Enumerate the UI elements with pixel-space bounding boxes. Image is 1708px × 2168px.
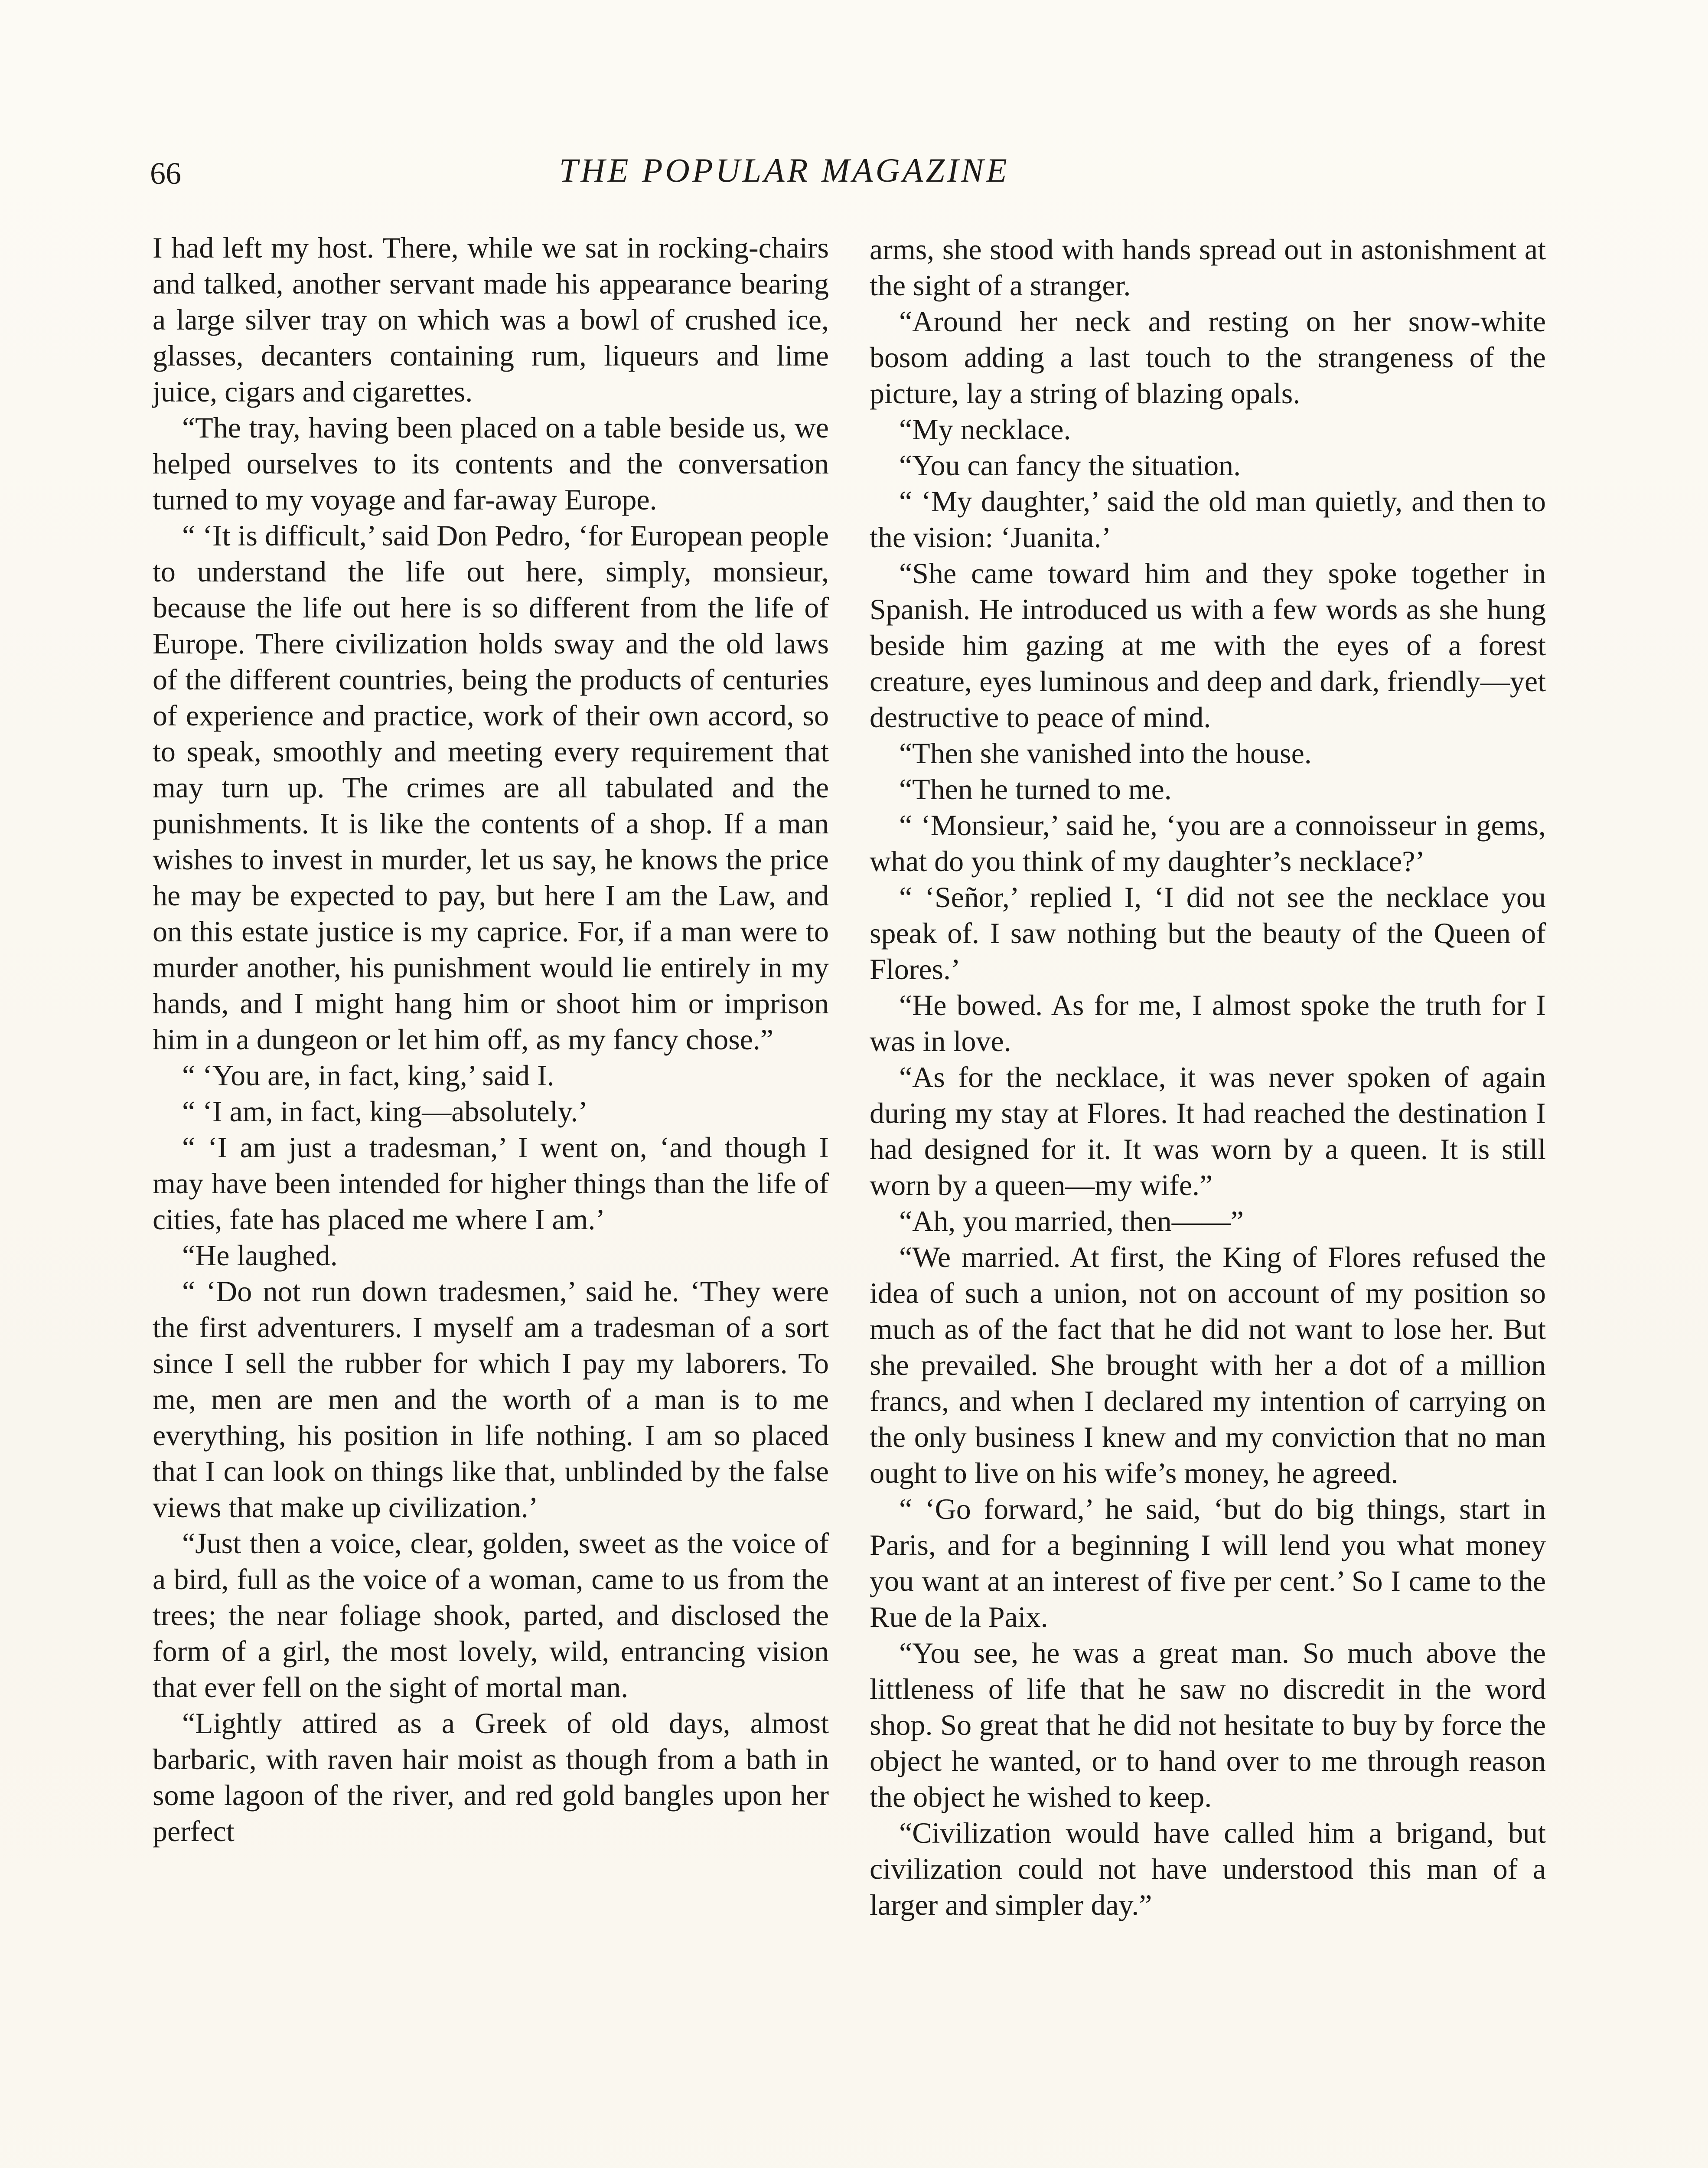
paragraph: “ ‘Do not run down tradesmen,’ said he. ‘They were the first adventurers. I myself am a tradesman of a sort since I sell the rubber for which I pay my laborers. To me, men are men and the worth of a man is to me everything, his position in life nothing. I am so placed that I can look on things like that, unblinded by the false views that make up civilization.’ [153,1275,829,1524]
running-title: THE POPULAR MAGAZINE [559,151,1010,189]
paragraph: “He laughed. [182,1239,338,1272]
paragraph: “We married. At first, the King of Flores refused the idea of such a union, not on account of my position so much as of the fact that he did not want to lose her. But she prevailed. She brought with her a dot of a million francs, and when I declared my intention of carrying on the only business I knew and my conviction that no man ought to live on his wife’s money, he agreed. [870,1241,1546,1489]
paragraph: “ ‘Monsieur,’ said he, ‘you are a connoisseur in gems, what do you think of my daughter’s necklace?’ [870,809,1546,878]
paragraph: “As for the necklace, it was never spoken of again during my stay at Flores. It had reached the destination I had designed for it. It was worn by a queen. It is still worn by a queen—my wife.” [870,1061,1546,1202]
paragraph: “ ‘My daughter,’ said the old man quietly, and then to the vision: ‘Juanita.’ [870,485,1546,554]
paragraph: “Civilization would have called him a brigand, but civilization could not have understood this man of a larger and simpler day.” [870,1816,1546,1921]
paragraph: “You see, he was a great man. So much above the littleness of life that he saw no discredit in the word shop. So great that he did not hesitate to buy by force the object he wanted, or to hand over to me through reason the object he wished to keep. [870,1636,1546,1813]
paragraph: “ ‘I am, in fact, king—absolutely.’ [182,1095,588,1128]
paragraph: “You can fancy the situation. [899,449,1241,482]
text-column-right [870,232,1546,2168]
paragraph: “ ‘Go forward,’ he said, ‘but do big things, start in Paris, and for a beginning I will lend you what money you want at an interest of five per cent.’ So I came to the Rue de la Paix. [870,1492,1546,1633]
paragraph: “Lightly attired as a Greek of old days, almost barbaric, with raven hair moist as though from a bath in some lagoon of the river, and red gold bangles upon her perfect [153,1707,829,1848]
paragraph: “ ‘You are, in fact, king,’ said I. [182,1059,554,1092]
paragraph: “ ‘I am just a tradesman,’ I went on, ‘and though I may have been intended for higher things than the life of cities, fate has placed me where I am.’ [153,1131,829,1236]
paragraph: “Ah, you married, then——” [899,1205,1244,1237]
paragraph: “ ‘It is difficult,’ said Don Pedro, ‘for European people to understand the life out here, simply, monsieur, because the life out here is so different from the life of Europe. There civilization holds sway and the old laws of the different countries, being the products of centuries of experience and practice, work of their own accord, so to speak, smoothly and meeting every requirement that may turn up. The crimes are all tabulated and the punishments. It is like the contents of a shop. If a man wishes to invest in murder, let us say, he knows the price he may be expected to pay, but here I am the Law, and on this estate justice is my caprice. For, if a man were to murder another, his punishment would lie entirely in my hands, and I might hang him or shoot him or imprison him in a dungeon or let him off, as my fancy chose.” [153,519,829,1056]
paragraph: “He bowed. As for me, I almost spoke the truth for I was in love. [870,989,1546,1058]
paragraph: “My necklace. [899,413,1071,446]
paragraph: “Then she vanished into the house. [899,737,1312,770]
paragraph: I had left my host. There, while we sat in rocking-chairs and talked, another servant made his appearance bearing a large silver tray on which was a bowl of crushed ice, glasses, decanters containing rum, liqueurs and lime juice, cigars and cigarettes. [153,231,829,408]
paragraph: arms, she stood with hands spread out in astonishment at the sight of a stranger. [870,233,1546,302]
paragraph: “Just then a voice, clear, golden, sweet as the voice of a bird, full as the voice of a woman, came to us from the trees; the near foliage shook, parted, and disclosed the form of a girl, the most lovely, wild, entrancing vision that ever fell on the sight of mortal man. [153,1527,829,1704]
paragraph: “Then he turned to me. [899,773,1172,806]
paragraph: “Around her neck and resting on her snow-white bosom adding a last touch to the strangeness of the picture, lay a string of blazing opals. [870,305,1546,410]
paragraph: “She came toward him and they spoke together in Spanish. He introduced us with a few words as she hung beside him gazing at me with the eyes of a forest creature, eyes luminous and deep and dark, friendly—yet destructive to peace of mind. [870,557,1546,734]
page-number: 66 [150,156,181,191]
text-column-left [153,230,829,2168]
paragraph: “The tray, having been placed on a table beside us, we helped ourselves to its contents and the conversation turned to my voyage and far-away Europe. [153,411,829,516]
paragraph: “ ‘Señor,’ replied I, ‘I did not see the necklace you speak of. I saw nothing but the beauty of the Queen of Flores.’ [870,881,1546,986]
